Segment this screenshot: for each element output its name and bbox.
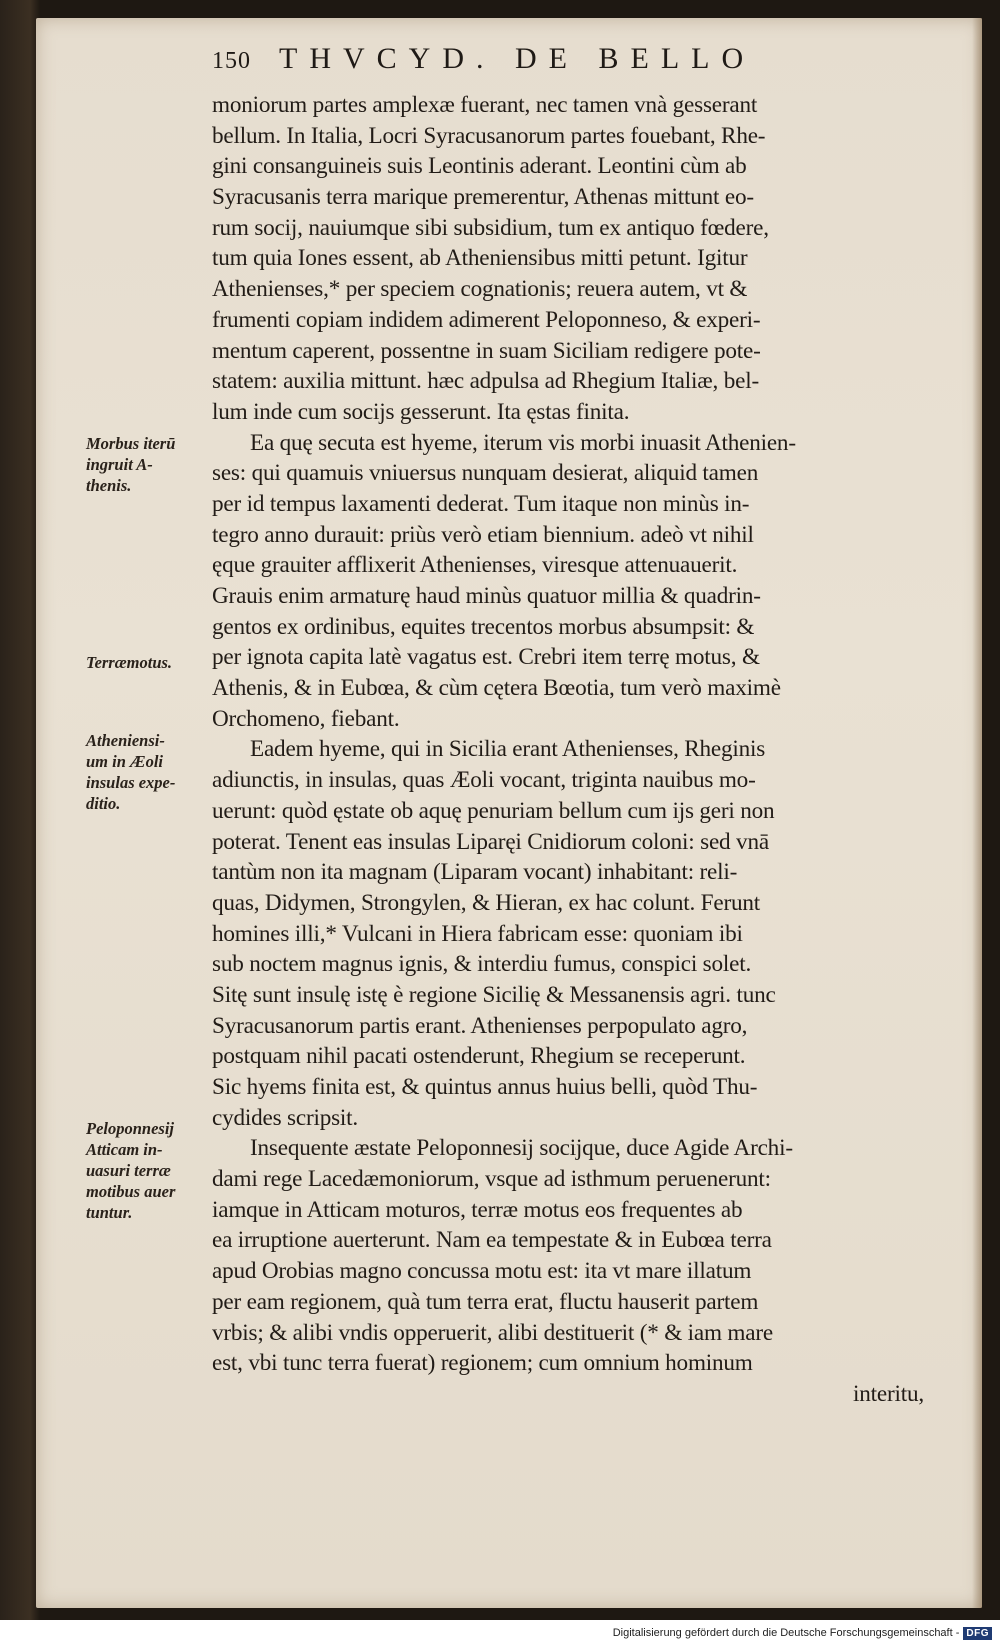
text-line: tum quia Iones essent, ab Atheniensibus mitti petunt. Igitur (212, 245, 748, 272)
margin-note-line: Atticam in- (86, 1140, 163, 1159)
text-line: Insequente æstate Peloponnesij socijque, duce Agide Archi- (250, 1135, 793, 1162)
margin-note-line: Peloponnesij (86, 1119, 175, 1138)
text-line: vrbis; & alibi vndis opperuerit, alibi destituerit (* & iam mare (212, 1319, 773, 1346)
text-line: statem: auxilia mittunt. hæc adpulsa ad Rhegium Italiæ, bel- (212, 368, 759, 395)
margin-note-aeoli-expeditio (86, 730, 224, 814)
text-line: adiunctis, in insulas, quas Æoli vocant, triginta nauibus mo- (212, 767, 756, 794)
text-line: Sic hyems finita est, & quintus annus huius belli, quòd Thu- (212, 1074, 758, 1100)
margin-note-line: Atheniensi- (86, 731, 165, 750)
margin-note-line: um in Æoli (86, 752, 164, 771)
text-line: Grauis enim armaturę haud minùs quatuor millia & quadrin- (212, 583, 761, 609)
margin-note-line: ditio. (86, 794, 121, 813)
text-line: cydides scripsit. (212, 1104, 359, 1131)
text-line: Sitę sunt insulę istę è regione Sicilię & Messanensis agri. tunc (212, 981, 776, 1008)
margin-note-line: motibus auer (86, 1182, 176, 1201)
text-line: rum socij, nauiumque sibi subsidium, tum ex antiquo fœdere, (212, 214, 769, 241)
text-line: Orchomeno, fiebant. (212, 705, 400, 732)
text-line: apud Orobias magno concussa motu est: ita vt mare illatum (212, 1258, 752, 1285)
text-line: tegro anno durauit: priùs verò etiam biennium. adeò vt nihil (212, 521, 754, 548)
page-number: 150 (212, 48, 251, 74)
text-line: Syracusanis terra marique premerentur, Athenas mittunt eo- (212, 184, 754, 211)
text-line: lum inde cum socijs gesserunt. Ita ęstas finita. (212, 398, 630, 425)
text-line: per eam regionem, quà tum terra erat, fluctu hauserit partem (212, 1288, 759, 1315)
footer-credit: Digitalisierung gefördert durch die Deutsche Forschungsgemeinschaft - (612, 1627, 960, 1639)
text-line: ęque grauiter afflixerit Athenienses, viresque attenuauerit. (212, 552, 738, 579)
margin-note-line: uasuri terræ (86, 1161, 171, 1180)
text-line: Ea quę secuta est hyeme, iterum vis morbi inuasit Athenien- (250, 429, 796, 456)
text-line: Eadem hyeme, qui in Sicilia erant Athenienses, Rheginis (250, 736, 766, 763)
page-edge-shadow (972, 18, 982, 1608)
text-line: bellum. In Italia, Locri Syracusanorum partes fouebant, Rhe- (212, 122, 766, 149)
text-line: homines illi,* Vulcani in Hiera fabricam esse: quoniam ibi (212, 920, 743, 947)
text-line: dami rege Lacedæmoniorum, vsque ad isthmum peruenerunt: (212, 1166, 771, 1193)
text-line: quas, Didymen, Strongylen, & Hieran, ex hac colunt. Ferunt (212, 889, 761, 916)
text-line: Athenienses,* per speciem cognationis; reuera autem, vt & (212, 276, 748, 303)
text-line: est, vbi tunc terra fuerat) regionem; cum omnium hominum (212, 1350, 753, 1377)
text-line: ses: qui quamuis vniuersus nunquam desierat, aliquid tamen (212, 460, 759, 487)
text-line: sub noctem magnus ignis, & interdiu fumus, conspici solet. (212, 951, 752, 978)
text-line: uerunt: quòd ęstate ob aquę penuriam bellum cum ijs geri non (212, 797, 775, 824)
margin-note-peloponnesij (86, 1118, 224, 1223)
catchword: interitu, (853, 1380, 924, 1407)
margin-note-line: Terræmotus. (86, 653, 173, 672)
margin-note-line: Morbus iterū (86, 434, 176, 453)
text-line: gentos ex ordinibus, equites trecentos morbus absumpsit: & (212, 613, 755, 640)
text-line: ea irruptione auerterunt. Nam ea tempestate & in Eubœa terra (212, 1227, 772, 1254)
text-line: Athenis, & in Eubœa, & cùm cętera Bœotia, tum verò maximè (212, 675, 781, 702)
margin-note-line: insulas expe- (86, 773, 176, 792)
text-line: per id tempus laxamenti dederat. Tum itaque non minùs in- (212, 490, 750, 517)
margin-note-line: thenis. (86, 476, 132, 495)
running-title: THVCYD. DE BELLO (279, 42, 756, 75)
body-text (212, 90, 924, 1410)
text-line: Syracusanorum partis erant. Athenienses perpopulato agro, (212, 1012, 748, 1039)
text-line: frumenti copiam indidem adimerent Peloponneso, & experi- (212, 306, 761, 333)
text-line: poterat. Tenent eas insulas Liparęi Cnidiorum coloni: sed vnā (212, 828, 769, 855)
text-line: mentum caperent, possentne in suam Siciliam redigere pote- (212, 337, 761, 364)
margin-note-line: ingruit A- (86, 455, 153, 474)
text-line: postquam nihil pacati ostenderunt, Rhegium se receperunt. (212, 1043, 746, 1070)
running-header (212, 42, 862, 90)
digitization-footer (0, 1620, 1000, 1646)
text-line: tantùm non ita magnam (Liparam vocant) inhabitant: reli- (212, 859, 738, 886)
text-line: iamque in Atticam moturos, terræ motus eos frequentes ab (212, 1196, 743, 1223)
text-line: per ignota capita latè vagatus est. Crebri item terrę motus, & (212, 644, 760, 671)
margin-note-line: tuntur. (86, 1203, 133, 1222)
dfg-logo: DFG (963, 1627, 992, 1640)
text-line: gini consanguineis suis Leontinis aderant. Leontini cùm ab (212, 153, 747, 180)
margin-note-terraemotus (86, 652, 224, 673)
text-line: moniorum partes amplexæ fuerant, nec tamen vnà gesserant (212, 92, 758, 118)
margin-note-morbus (86, 433, 224, 496)
